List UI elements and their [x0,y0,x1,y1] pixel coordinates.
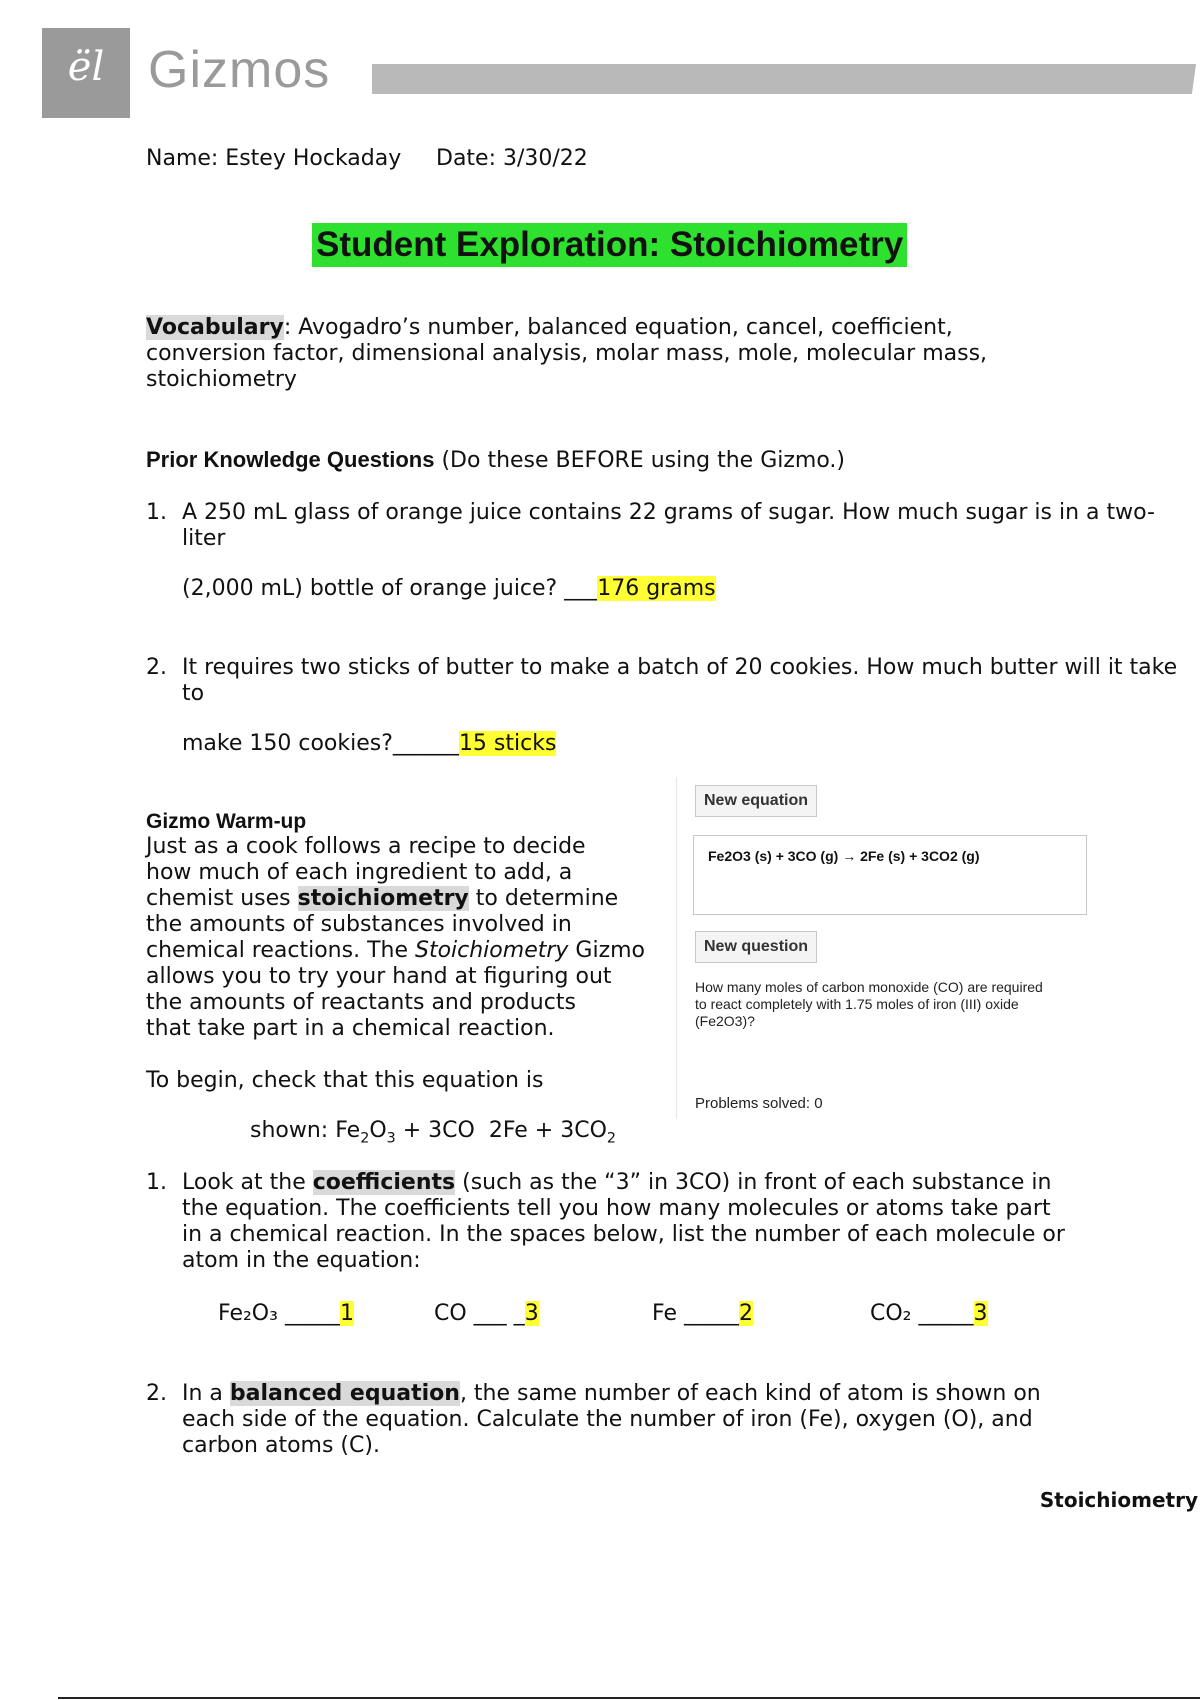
warmup-paragraph [146,834,666,1042]
warmup-line: how much of each ingredient to add, a [146,860,573,885]
term-stoichiometry: stoichiometry [297,886,469,911]
brand-title: Gizmos [148,41,331,99]
question-text: carbon atoms (C). [182,1433,380,1458]
answer-value: 1 [339,1301,354,1326]
question-text: , the same number of each kind of atom is shown on [459,1381,1041,1406]
answer-176-grams: 176 grams [597,576,716,601]
answer-value: 3 [973,1301,988,1326]
vocabulary-line: stoichiometry [146,367,297,392]
warmup-heading: Gizmo Warm-up [146,810,307,833]
vocabulary [146,315,1146,393]
count-fe2o3 [218,1301,354,1327]
warmup-line: chemist uses [146,886,298,911]
blank-line: ___ _ [466,1301,525,1326]
warmup-line: the amounts of reactants and products [146,990,576,1015]
equation-box [693,835,1087,915]
question-text: to [182,681,205,706]
new-equation-button[interactable]: New equation [695,785,817,817]
question-text: It requires two sticks of butter to make a batch of 20 cookies. How much butter will it take [182,655,1178,680]
molecule-label: CO [434,1301,467,1326]
prior-answer-line-1 [182,576,716,602]
warmup-equation: shown: $Fe_2O_3 + 3CO$ $2Fe + 3CO_2$ [250,1118,617,1147]
question-text: liter [182,526,226,551]
header-bar [372,64,1196,94]
blank-line: _____ [277,1301,340,1326]
warmup-line: that take part in a chemical reaction. [146,1016,555,1041]
question-number: 2. [146,655,167,680]
count-fe [652,1301,753,1327]
bottom-rule [58,1697,1200,1699]
term-coefficients: coefficients [312,1170,456,1195]
prior-knowledge-heading [146,447,845,474]
warmup-begin: To begin, check that this equation is [146,1068,544,1093]
question-number: 1. [146,1170,167,1195]
question-text: the equation. The coefficients tell you how many molecules or atoms take part [182,1196,1051,1221]
question-text: make 150 cookies?______ [182,731,459,756]
molecule-label: Fe₂O₃ [218,1301,278,1326]
answer-value: 2 [739,1301,753,1326]
vocabulary-line: conversion factor, dimensional analysis, molar mass, mole, molecular mass, [146,341,988,366]
prior-answer-line-2 [182,731,556,757]
question-text: In a [182,1381,230,1406]
prior-subheading: (Do these BEFORE using the Gizmo.) [434,448,845,473]
vocabulary-line: : Avogadro’s number, balanced equation, cancel, coefficient, [283,315,953,340]
warmup-line: the amounts of substances involved in [146,912,572,937]
page-title: Student Exploration: Stoichiometry [312,223,907,267]
explore-learning-logo-icon: ël [67,44,105,90]
gizmo-name-italic: Stoichiometry [414,938,569,963]
question-text: (2,000 mL) bottle of orange juice? ___ [182,576,598,601]
question-1 [182,1170,1182,1274]
question-text: each side of the equation. Calculate the number of iron (Fe), oxygen (O), and [182,1407,1033,1432]
molecule-label: CO₂ [870,1301,912,1326]
question-text: Look at the [182,1170,313,1195]
molecule-label: Fe [652,1301,677,1326]
question-text: A 250 mL glass of orange juice contains 22 grams of sugar. How much sugar is in a two- [182,500,1155,525]
answer-value: 3 [524,1301,539,1326]
question-text: (such as the “3” in 3CO) in front of each substance in [455,1170,1052,1195]
warmup-line: Gizmo [568,938,646,963]
student-name: Name: Estey Hockaday [146,146,402,171]
warmup-line: Just as a cook follows a recipe to decide [146,834,586,859]
term-balanced-equation: balanced equation [229,1381,460,1406]
count-co2 [870,1301,988,1327]
question-number: 1. [146,500,167,525]
prior-question-2 [182,655,1197,707]
blank-line: _____ [911,1301,974,1326]
question-text: in a chemical reaction. In the spaces below, list the number of each molecule or [182,1222,1065,1247]
prior-question-1 [182,500,1192,552]
gizmo-panel [676,777,1089,1119]
vocabulary-label: Vocabulary [146,315,284,340]
date: Date: 3/30/22 [436,146,588,171]
warmup-line: allows you to try your hand at figuring out [146,964,612,989]
question-number: 2. [146,1381,167,1406]
question-2 [182,1381,1182,1459]
gizmo-equation: Fe2O3 (s) + 3CO (g) → 2Fe (s) + 3CO2 (g) [708,848,980,864]
warmup-line: chemical reactions. The [146,938,415,963]
equation-text: shown: Fe [250,1118,361,1143]
new-question-button[interactable]: New question [695,931,817,963]
warmup-line: to determine [468,886,619,911]
blank-line: _____ [677,1301,739,1326]
count-co [434,1301,539,1327]
problems-solved: Problems solved: 0 [695,1095,823,1112]
gizmo-question: How many moles of carbon monoxide (CO) are required to react completely with 1.75 moles of iron (III) oxide (Fe2O3)? [695,979,1043,1029]
footer-label: Stoichiometry [1039,1488,1198,1512]
answer-15-sticks: 15 sticks [458,731,557,756]
prior-heading-label: Prior Knowledge Questions [146,447,435,472]
question-text: atom in the equation: [182,1248,421,1273]
